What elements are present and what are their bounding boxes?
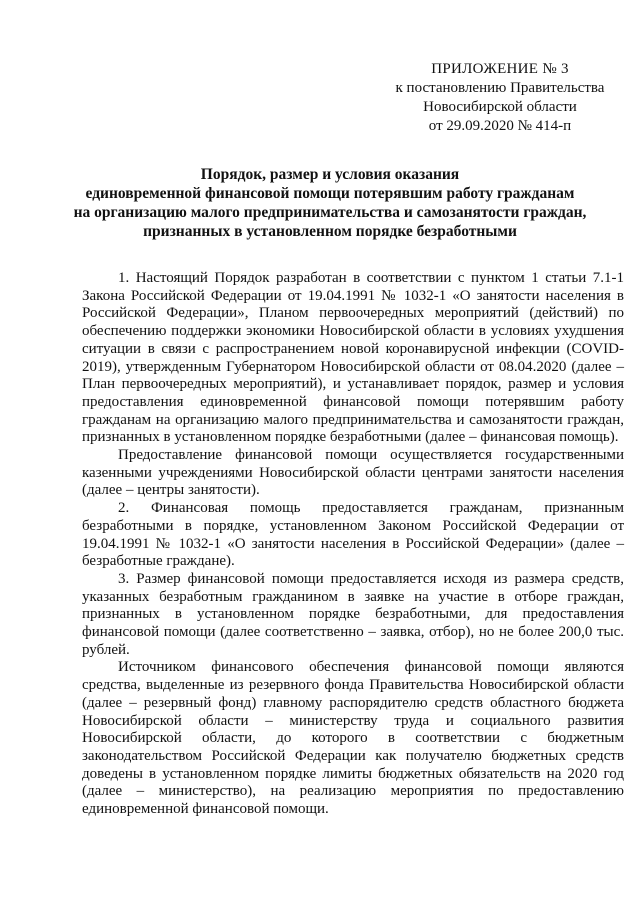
- title-line-1: Порядок, размер и условия оказания: [200, 166, 460, 183]
- document-title: [60, 165, 600, 241]
- appendix-region: Новосибирской области: [423, 99, 577, 115]
- appendix-resolution-ref: к постановлению Правительства: [395, 80, 605, 96]
- paragraph-3: 2. Финансовая помощь предоставляется гражданам, признанным безработными в порядке, установленном Законом Российской Федерации от 19.04.1991 № 1032-1 «О занятости населения в Российской Федерации» (далее – безработные граждане).: [82, 500, 624, 570]
- paragraph-5: Источником финансового обеспечения финансовой помощи являются средства, выделенные из резервного фонда Правительства Новосибирской области (далее – резервный фонд) главному распорядителю средств областного бюджета Новосибирской области – министерству труда и социального развития Новосибирской области, до которого в соответствии с бюджетным законодательством Российской Федерации как получателю бюджетных средств доведены в установленном порядке лимиты бюджетных обязательств на 2020 год (далее – министерство), на реализацию мероприятия по предоставлению единовременной финансовой помощи.: [82, 659, 624, 818]
- appendix-header: [380, 60, 620, 136]
- paragraph-4: 3. Размер финансовой помощи предоставляется исходя из размера средств, указанных безработным гражданином в заявке на участие в отборе граждан, признанных в установленном порядке безработными, для предоставления финансовой помощи (далее соответственно – заявка, отбор), но не более 200,0 тыс. рублей.: [82, 570, 624, 658]
- title-line-2: единовременной финансовой помощи потерявшим работу гражданам: [85, 185, 575, 202]
- appendix-number: ПРИЛОЖЕНИЕ № 3: [431, 61, 569, 77]
- document-body: [82, 270, 624, 819]
- title-line-4: признанных в установленном порядке безработными: [143, 223, 517, 240]
- paragraph-1: 1. Настоящий Порядок разработан в соответствии с пунктом 1 статьи 7.1-1 Закона Российской Федерации от 19.04.1991 № 1032-1 «О занятости населения в Российской Федерации», Планом первоочередных мероприятий (действий) по обеспечению поддержки экономики Новосибирской области в условиях ухудшения ситуации в связи с распространением новой коронавирусной инфекции (COVID-2019), утвержденным Губернатором Новосибирской области от 08.04.2020 (далее – План первоочередных мероприятий), и устанавливает порядок, размер и условия предоставления единовременной финансовой помощи потерявшим работу гражданам на организацию малого предпринимательства и самозанятости граждан, признанных в установленном порядке безработными (далее – финансовая помощь).: [82, 270, 624, 446]
- appendix-date-number: от 29.09.2020 № 414-п: [428, 118, 572, 134]
- paragraph-2: Предоставление финансовой помощи осуществляется государственными казенными учреждениями Новосибирской области центрами занятости населения (далее – центры занятости).: [82, 447, 624, 499]
- title-line-3: на организацию малого предпринимательства и самозанятости граждан,: [73, 204, 587, 221]
